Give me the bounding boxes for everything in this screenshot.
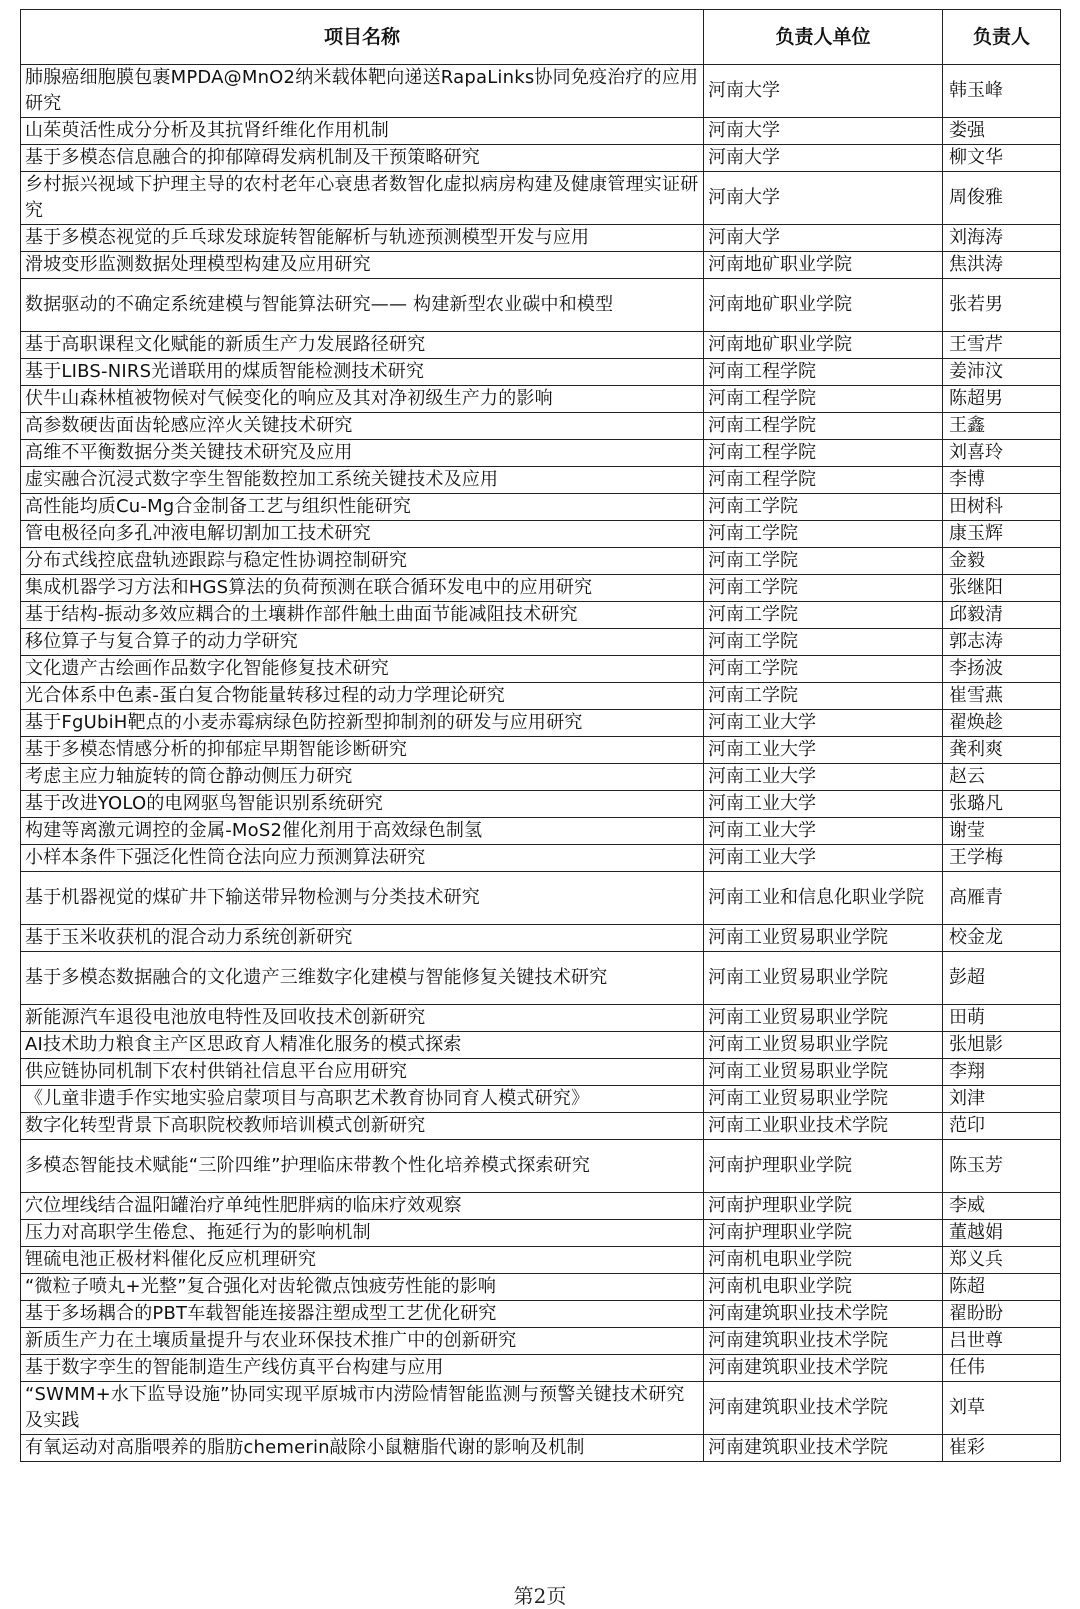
table-row: [21, 845, 1061, 872]
person-cell: 田萌: [943, 1005, 1061, 1032]
unit-cell: 河南机电职业学院: [704, 1247, 943, 1274]
table-row: [21, 145, 1061, 172]
unit-cell: 河南建筑职业技术学院: [704, 1435, 943, 1462]
table-row: [21, 1193, 1061, 1220]
project-name-cell: 基于多场耦合的PBT车载智能连接器注塑成型工艺优化研究: [21, 1301, 704, 1328]
table-row: [21, 1113, 1061, 1140]
project-name-cell: 《儿童非遗手作实地实验启蒙项目与高职艺术教育协同育人模式研究》: [21, 1086, 704, 1113]
column-header-person: 负责人: [943, 10, 1061, 65]
project-name-cell: 基于多模态视觉的乒乓球发球旋转智能解析与轨迹预测模型开发与应用: [21, 225, 704, 252]
unit-cell: 河南工业大学: [704, 845, 943, 872]
table-row: [21, 548, 1061, 575]
unit-cell: 河南工学院: [704, 683, 943, 710]
table-header: [21, 10, 1061, 65]
project-name-cell: 滑坡变形监测数据处理模型构建及应用研究: [21, 252, 704, 279]
project-name-cell: 伏牛山森林植被物候对气候变化的响应及其对净初级生产力的影响: [21, 386, 704, 413]
unit-cell: 河南工程学院: [704, 359, 943, 386]
unit-cell: 河南工业贸易职业学院: [704, 952, 943, 1005]
column-header-project-name: 项目名称: [21, 10, 704, 65]
table-row: [21, 1301, 1061, 1328]
unit-cell: 河南大学: [704, 145, 943, 172]
table-row: [21, 656, 1061, 683]
project-name-cell: 穴位埋线结合温阳罐治疗单纯性肥胖病的临床疗效观察: [21, 1193, 704, 1220]
unit-cell: 河南工程学院: [704, 440, 943, 467]
person-cell: 李翔: [943, 1059, 1061, 1086]
table-row: [21, 1355, 1061, 1382]
person-cell: 张若男: [943, 279, 1061, 332]
project-name-cell: 压力对高职学生倦怠、拖延行为的影响机制: [21, 1220, 704, 1247]
project-name-cell: 虚实融合沉浸式数字孪生智能数控加工系统关键技术及应用: [21, 467, 704, 494]
project-name-cell: 基于多模态情感分析的抑郁症早期智能诊断研究: [21, 737, 704, 764]
person-cell: 彭超: [943, 952, 1061, 1005]
table-row: [21, 764, 1061, 791]
person-cell: 张璐凡: [943, 791, 1061, 818]
table-row: [21, 683, 1061, 710]
table-row: [21, 279, 1061, 332]
column-header-unit: 负责人单位: [704, 10, 943, 65]
table-row: [21, 332, 1061, 359]
project-name-cell: AI技术助力粮食主产区思政育人精准化服务的模式探索: [21, 1032, 704, 1059]
person-cell: 姜沛汶: [943, 359, 1061, 386]
unit-cell: 河南工学院: [704, 548, 943, 575]
table-row: [21, 225, 1061, 252]
project-name-cell: 基于改进YOLO的电网驱鸟智能识别系统研究: [21, 791, 704, 818]
table-row: [21, 1328, 1061, 1355]
unit-cell: 河南工业大学: [704, 737, 943, 764]
unit-cell: 河南机电职业学院: [704, 1274, 943, 1301]
project-name-cell: 多模态智能技术赋能“三阶四维”护理临床带教个性化培养模式探索研究: [21, 1140, 704, 1193]
project-name-cell: 基于数字孪生的智能制造生产线仿真平台构建与应用: [21, 1355, 704, 1382]
project-name-cell: 管电极径向多孔冲液电解切割加工技术研究: [21, 521, 704, 548]
project-name-cell: 锂硫电池正极材料催化反应机理研究: [21, 1247, 704, 1274]
unit-cell: 河南工业大学: [704, 791, 943, 818]
project-name-cell: 供应链协同机制下农村供销社信息平台应用研究: [21, 1059, 704, 1086]
unit-cell: 河南工业贸易职业学院: [704, 1086, 943, 1113]
person-cell: 翟焕趁: [943, 710, 1061, 737]
project-name-cell: 基于LIBS-NIRS光谱联用的煤质智能检测技术研究: [21, 359, 704, 386]
project-table: [20, 9, 1061, 1462]
person-cell: 金毅: [943, 548, 1061, 575]
person-cell: 吕世尊: [943, 1328, 1061, 1355]
unit-cell: 河南工学院: [704, 656, 943, 683]
table-row: [21, 925, 1061, 952]
project-name-cell: 基于FgUbiH靶点的小麦赤霉病绿色防控新型抑制剂的研发与应用研究: [21, 710, 704, 737]
unit-cell: 河南工业贸易职业学院: [704, 1005, 943, 1032]
project-name-cell: 光合体系中色素-蛋白复合物能量转移过程的动力学理论研究: [21, 683, 704, 710]
person-cell: 龚利爽: [943, 737, 1061, 764]
table-row: [21, 602, 1061, 629]
table-row: [21, 1382, 1061, 1435]
unit-cell: 河南建筑职业技术学院: [704, 1355, 943, 1382]
unit-cell: 河南大学: [704, 65, 943, 118]
person-cell: 康玉辉: [943, 521, 1061, 548]
table-row: [21, 467, 1061, 494]
unit-cell: 河南建筑职业技术学院: [704, 1301, 943, 1328]
table-row: [21, 818, 1061, 845]
unit-cell: 河南建筑职业技术学院: [704, 1328, 943, 1355]
project-name-cell: 山茱萸活性成分分析及其抗肾纤维化作用机制: [21, 118, 704, 145]
table-body: [21, 65, 1061, 1462]
project-name-cell: 基于结构-振动多效应耦合的土壤耕作部件触土曲面节能减阻技术研究: [21, 602, 704, 629]
project-name-cell: 高性能均质Cu-Mg合金制备工艺与组织性能研究: [21, 494, 704, 521]
person-cell: 张旭影: [943, 1032, 1061, 1059]
table-row: [21, 1086, 1061, 1113]
table-row: [21, 1435, 1061, 1462]
person-cell: 校金龙: [943, 925, 1061, 952]
table-row: [21, 494, 1061, 521]
unit-cell: 河南工学院: [704, 575, 943, 602]
unit-cell: 河南工学院: [704, 629, 943, 656]
unit-cell: 河南工学院: [704, 602, 943, 629]
person-cell: 韩玉峰: [943, 65, 1061, 118]
table-row: [21, 440, 1061, 467]
person-cell: 董越娟: [943, 1220, 1061, 1247]
unit-cell: 河南工程学院: [704, 386, 943, 413]
project-name-cell: 移位算子与复合算子的动力学研究: [21, 629, 704, 656]
project-name-cell: 高维不平衡数据分类关键技术研究及应用: [21, 440, 704, 467]
project-name-cell: 小样本条件下强泛化性筒仓法向应力预测算法研究: [21, 845, 704, 872]
unit-cell: 河南工学院: [704, 494, 943, 521]
unit-cell: 河南护理职业学院: [704, 1140, 943, 1193]
person-cell: 陈超男: [943, 386, 1061, 413]
table-row: [21, 737, 1061, 764]
table-row: [21, 252, 1061, 279]
table-row: [21, 872, 1061, 925]
person-cell: 刘草: [943, 1382, 1061, 1435]
project-name-cell: 文化遗产古绘画作品数字化智能修复技术研究: [21, 656, 704, 683]
person-cell: 翟盼盼: [943, 1301, 1061, 1328]
unit-cell: 河南护理职业学院: [704, 1193, 943, 1220]
person-cell: 李博: [943, 467, 1061, 494]
table-row: [21, 791, 1061, 818]
person-cell: 郭志涛: [943, 629, 1061, 656]
unit-cell: 河南工业大学: [704, 710, 943, 737]
person-cell: 范印: [943, 1113, 1061, 1140]
person-cell: 陈玉芳: [943, 1140, 1061, 1193]
table-row: [21, 1220, 1061, 1247]
person-cell: 娄强: [943, 118, 1061, 145]
project-name-cell: 基于机器视觉的煤矿井下输送带异物检测与分类技术研究: [21, 872, 704, 925]
page-number: 第2页: [513, 1584, 567, 1608]
project-name-cell: 肺腺癌细胞膜包裹MPDA@MnO2纳米载体靶向递送RapaLinks协同免疫治疗的应用研究: [21, 65, 704, 118]
table-row: [21, 575, 1061, 602]
person-cell: 王雪芹: [943, 332, 1061, 359]
person-cell: 王学梅: [943, 845, 1061, 872]
unit-cell: 河南大学: [704, 118, 943, 145]
table-row: [21, 172, 1061, 225]
person-cell: 刘津: [943, 1086, 1061, 1113]
unit-cell: 河南工程学院: [704, 413, 943, 440]
unit-cell: 河南地矿职业学院: [704, 279, 943, 332]
person-cell: 李威: [943, 1193, 1061, 1220]
project-name-cell: 考虑主应力轴旋转的筒仓静动侧压力研究: [21, 764, 704, 791]
table-row: [21, 1005, 1061, 1032]
person-cell: 崔彩: [943, 1435, 1061, 1462]
project-name-cell: 乡村振兴视域下护理主导的农村老年心衰患者数智化虚拟病房构建及健康管理实证研究: [21, 172, 704, 225]
person-cell: 陈超: [943, 1274, 1061, 1301]
table-row: [21, 1247, 1061, 1274]
unit-cell: 河南工业贸易职业学院: [704, 1032, 943, 1059]
person-cell: 崔雪燕: [943, 683, 1061, 710]
unit-cell: 河南大学: [704, 172, 943, 225]
table-row: [21, 1032, 1061, 1059]
table-row: [21, 386, 1061, 413]
unit-cell: 河南工业职业技术学院: [704, 1113, 943, 1140]
project-name-cell: 新质生产力在土壤质量提升与农业环保技术推广中的创新研究: [21, 1328, 704, 1355]
person-cell: 柳文华: [943, 145, 1061, 172]
person-cell: 焦洪涛: [943, 252, 1061, 279]
unit-cell: 河南工业和信息化职业学院: [704, 872, 943, 925]
unit-cell: 河南建筑职业技术学院: [704, 1382, 943, 1435]
table-row: [21, 1140, 1061, 1193]
table-row: [21, 1274, 1061, 1301]
project-name-cell: “SWMM+水下监导设施”协同实现平原城市内涝险情智能监测与预警关键技术研究及实践: [21, 1382, 704, 1435]
table-row: [21, 359, 1061, 386]
table-row: [21, 521, 1061, 548]
person-cell: 周俊雅: [943, 172, 1061, 225]
person-cell: 谢莹: [943, 818, 1061, 845]
person-cell: 刘喜玲: [943, 440, 1061, 467]
project-name-cell: 数据驱动的不确定系统建模与智能算法研究—— 构建新型农业碳中和模型: [21, 279, 704, 332]
project-name-cell: 基于多模态信息融合的抑郁障碍发病机制及干预策略研究: [21, 145, 704, 172]
table-row: [21, 710, 1061, 737]
project-name-cell: 构建等离激元调控的金属-MoS2催化剂用于高效绿色制氢: [21, 818, 704, 845]
project-name-cell: 有氧运动对高脂喂养的脂肪chemerin敲除小鼠糖脂代谢的影响及机制: [21, 1435, 704, 1462]
project-name-cell: 新能源汽车退役电池放电特性及回收技术创新研究: [21, 1005, 704, 1032]
unit-cell: 河南大学: [704, 225, 943, 252]
unit-cell: 河南工学院: [704, 521, 943, 548]
unit-cell: 河南工业大学: [704, 818, 943, 845]
project-name-cell: 基于高职课程文化赋能的新质生产力发展路径研究: [21, 332, 704, 359]
table-row: [21, 952, 1061, 1005]
person-cell: 李扬波: [943, 656, 1061, 683]
project-name-cell: 集成机器学习方法和HGS算法的负荷预测在联合循环发电中的应用研究: [21, 575, 704, 602]
person-cell: 张继阳: [943, 575, 1061, 602]
table-row: [21, 118, 1061, 145]
person-cell: 田树科: [943, 494, 1061, 521]
table-row: [21, 65, 1061, 118]
person-cell: 赵云: [943, 764, 1061, 791]
person-cell: 任伟: [943, 1355, 1061, 1382]
project-name-cell: 基于多模态数据融合的文化遗产三维数字化建模与智能修复关键技术研究: [21, 952, 704, 1005]
unit-cell: 河南工程学院: [704, 467, 943, 494]
person-cell: 刘海涛: [943, 225, 1061, 252]
person-cell: 王鑫: [943, 413, 1061, 440]
unit-cell: 河南工业贸易职业学院: [704, 1059, 943, 1086]
table-row: [21, 629, 1061, 656]
unit-cell: 河南地矿职业学院: [704, 252, 943, 279]
table-row: [21, 1059, 1061, 1086]
person-cell: 高雁青: [943, 872, 1061, 925]
unit-cell: 河南工业贸易职业学院: [704, 925, 943, 952]
project-name-cell: 分布式线控底盘轨迹跟踪与稳定性协调控制研究: [21, 548, 704, 575]
unit-cell: 河南工业大学: [704, 764, 943, 791]
unit-cell: 河南护理职业学院: [704, 1220, 943, 1247]
person-cell: 邱毅清: [943, 602, 1061, 629]
project-name-cell: 数字化转型背景下高职院校教师培训模式创新研究: [21, 1113, 704, 1140]
table-row: [21, 413, 1061, 440]
unit-cell: 河南地矿职业学院: [704, 332, 943, 359]
project-name-cell: “微粒子喷丸+光整”复合强化对齿轮微点蚀疲劳性能的影响: [21, 1274, 704, 1301]
project-name-cell: 高参数硬齿面齿轮感应淬火关键技术研究: [21, 413, 704, 440]
person-cell: 郑义兵: [943, 1247, 1061, 1274]
project-name-cell: 基于玉米收获机的混合动力系统创新研究: [21, 925, 704, 952]
